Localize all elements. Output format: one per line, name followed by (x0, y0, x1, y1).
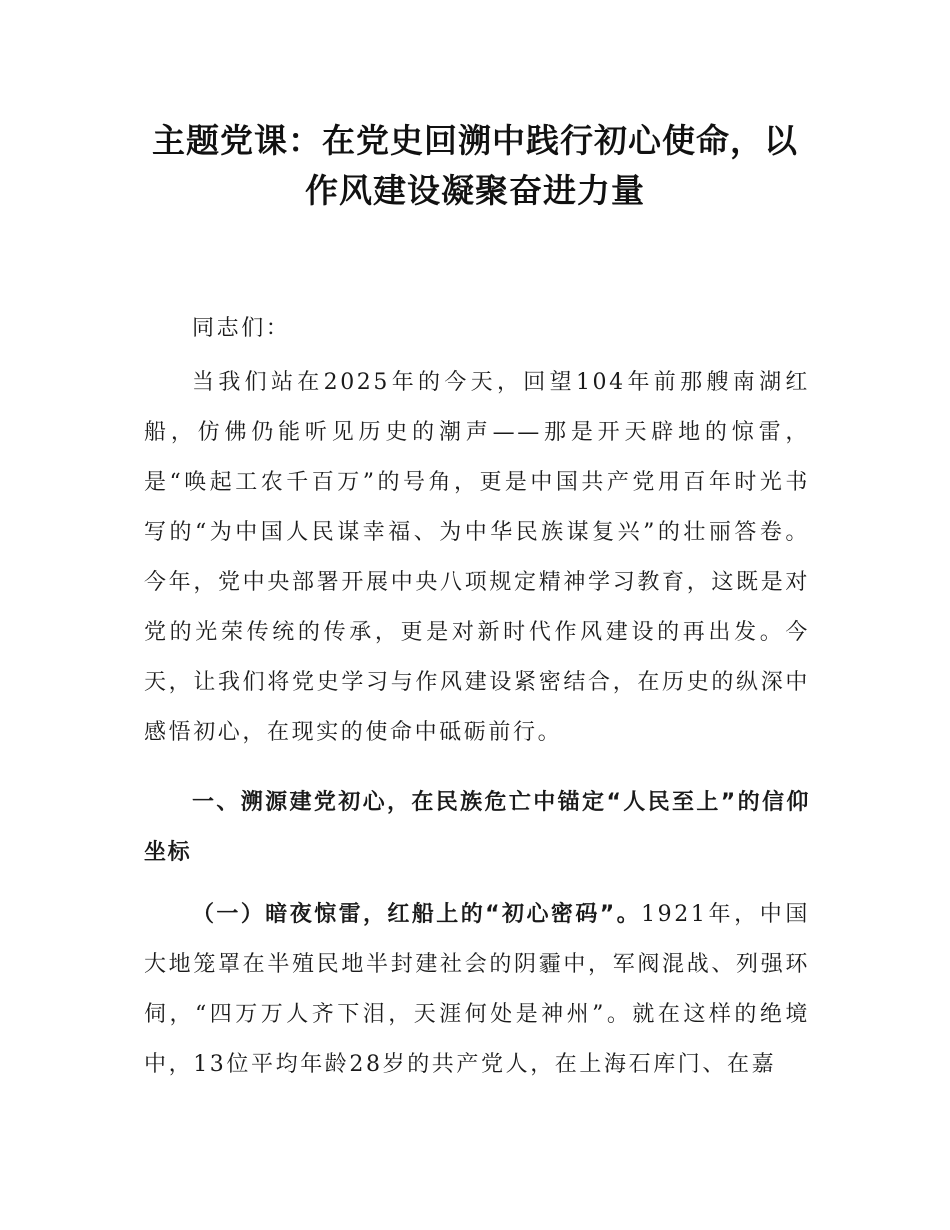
document-title (140, 116, 810, 216)
title-line-2: 作风建设凝聚奋进力量 (305, 171, 645, 210)
title-line-1: 主题党课：在党史回溯中践行初心使命，以 (152, 121, 798, 160)
section-heading-1: 一、溯源建党初心，在民族危亡中锚定“人民至上”的信仰坐标 (144, 790, 810, 865)
paragraph-subsection-1 (144, 890, 810, 1090)
subsection-heading-1: （一）暗夜惊雷，红船上的“初心密码”。 (192, 902, 642, 927)
salutation: 同志们： (192, 316, 291, 341)
subsection-body-1: 1921年，中国大地笼罩在半殖民地半封建社会的阴霾中，军阀混战、列强环伺，“四万万人齐下泪，天涯何处是神州”。就在这样的绝境中，13位平均年龄28岁的共产党人，在上海石库门、在嘉 (144, 902, 810, 1077)
paragraph-intro: 当我们站在2025年的今天，回望104年前那艘南湖红船，仿佛仍能听见历史的潮声——那是开天辟地的惊雷，是“唤起工农千百万”的号角，更是中国共产党用百年时光书写的“为中国人民谋幸福、为中华民族谋复兴”的壮丽答卷。今年，党中央部署开展中央八项规定精神学习教育，这既是对党的光荣传统的传承，更是对新时代作风建设的再出发。今天，让我们将党史学习与作风建设紧密结合，在历史的纵深中感悟初心，在现实的使命中砥砺前行。 (144, 370, 810, 745)
